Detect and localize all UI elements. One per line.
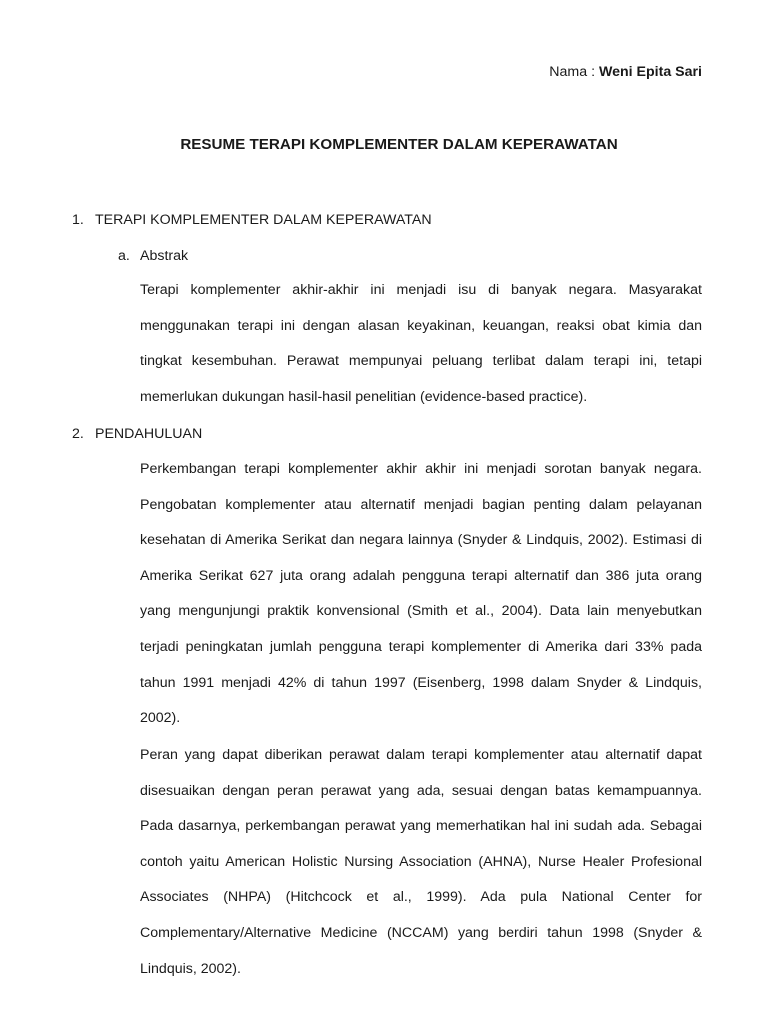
author-label: Nama : [549, 64, 596, 80]
section-1-number: 1. [72, 212, 84, 228]
author-line [549, 62, 702, 82]
document-title: RESUME TERAPI KOMPLEMENTER DALAM KEPERAWATAN [180, 136, 618, 153]
introduction-paragraph-2: Peran yang dapat diberikan perawat dalam terapi komplementer atau alternatif dapat disesuaikan dengan peran perawat yang ada, sesuai dengan batas kemampuannya. Pada dasarnya, perkembangan perawat yang memerhatikan hal ini sudah ada. Sebagai contoh yaitu American Holistic Nursing Association (AHNA), Nurse Healer Profesional Associates (NHPA) (Hitchcock et al., 1999). Ada pula National Center for Complementary/Alternative Medicine (NCCAM) yang berdiri tahun 1998 (Snyder & Lindquis, 2002). [140, 747, 702, 977]
subsection-a-letter: a. [118, 248, 130, 264]
section-2-heading [72, 423, 202, 445]
section-2-number: 2. [72, 426, 84, 442]
section-1-title: TERAPI KOMPLEMENTER DALAM KEPERAWATAN [95, 212, 432, 228]
section-2-title: PENDAHULUAN [95, 426, 203, 442]
subsection-a-heading [118, 245, 188, 267]
author-name: Weni Epita Sari [598, 64, 702, 80]
introduction-paragraph-1: Perkembangan terapi komplementer akhir akhir ini menjadi sorotan banyak negara. Pengobatan komplementer atau alternatif menjadi bagian penting dalam pelayanan kesehatan di Amerika Serikat dan negara lainnya (Snyder & Lindquis, 2002). Estimasi di Amerika Serikat 627 juta orang adalah pengguna terapi alternatif dan 386 juta orang yang mengunjungi praktik konvensional (Smith et al., 2004). Data lain menyebutkan terjadi peningkatan jumlah pengguna terapi komplementer di Amerika dari 33% pada tahun 1991 menjadi 42% di tahun 1997 (Eisenberg, 1998 dalam Snyder & Lindquis, 2002). [140, 461, 702, 727]
abstract-paragraph: Terapi komplementer akhir-akhir ini menjadi isu di banyak negara. Masyarakat menggunakan terapi ini dengan alasan keyakinan, keuangan, reaksi obat kimia dan tingkat kesembuhan. Perawat mempunyai peluang terlibat dalam terapi ini, tetapi memerlukan dukungan hasil-hasil penelitian (evidence-based practice). [140, 282, 702, 405]
subsection-a-title: Abstrak [140, 248, 189, 264]
section-1-heading [72, 209, 432, 231]
